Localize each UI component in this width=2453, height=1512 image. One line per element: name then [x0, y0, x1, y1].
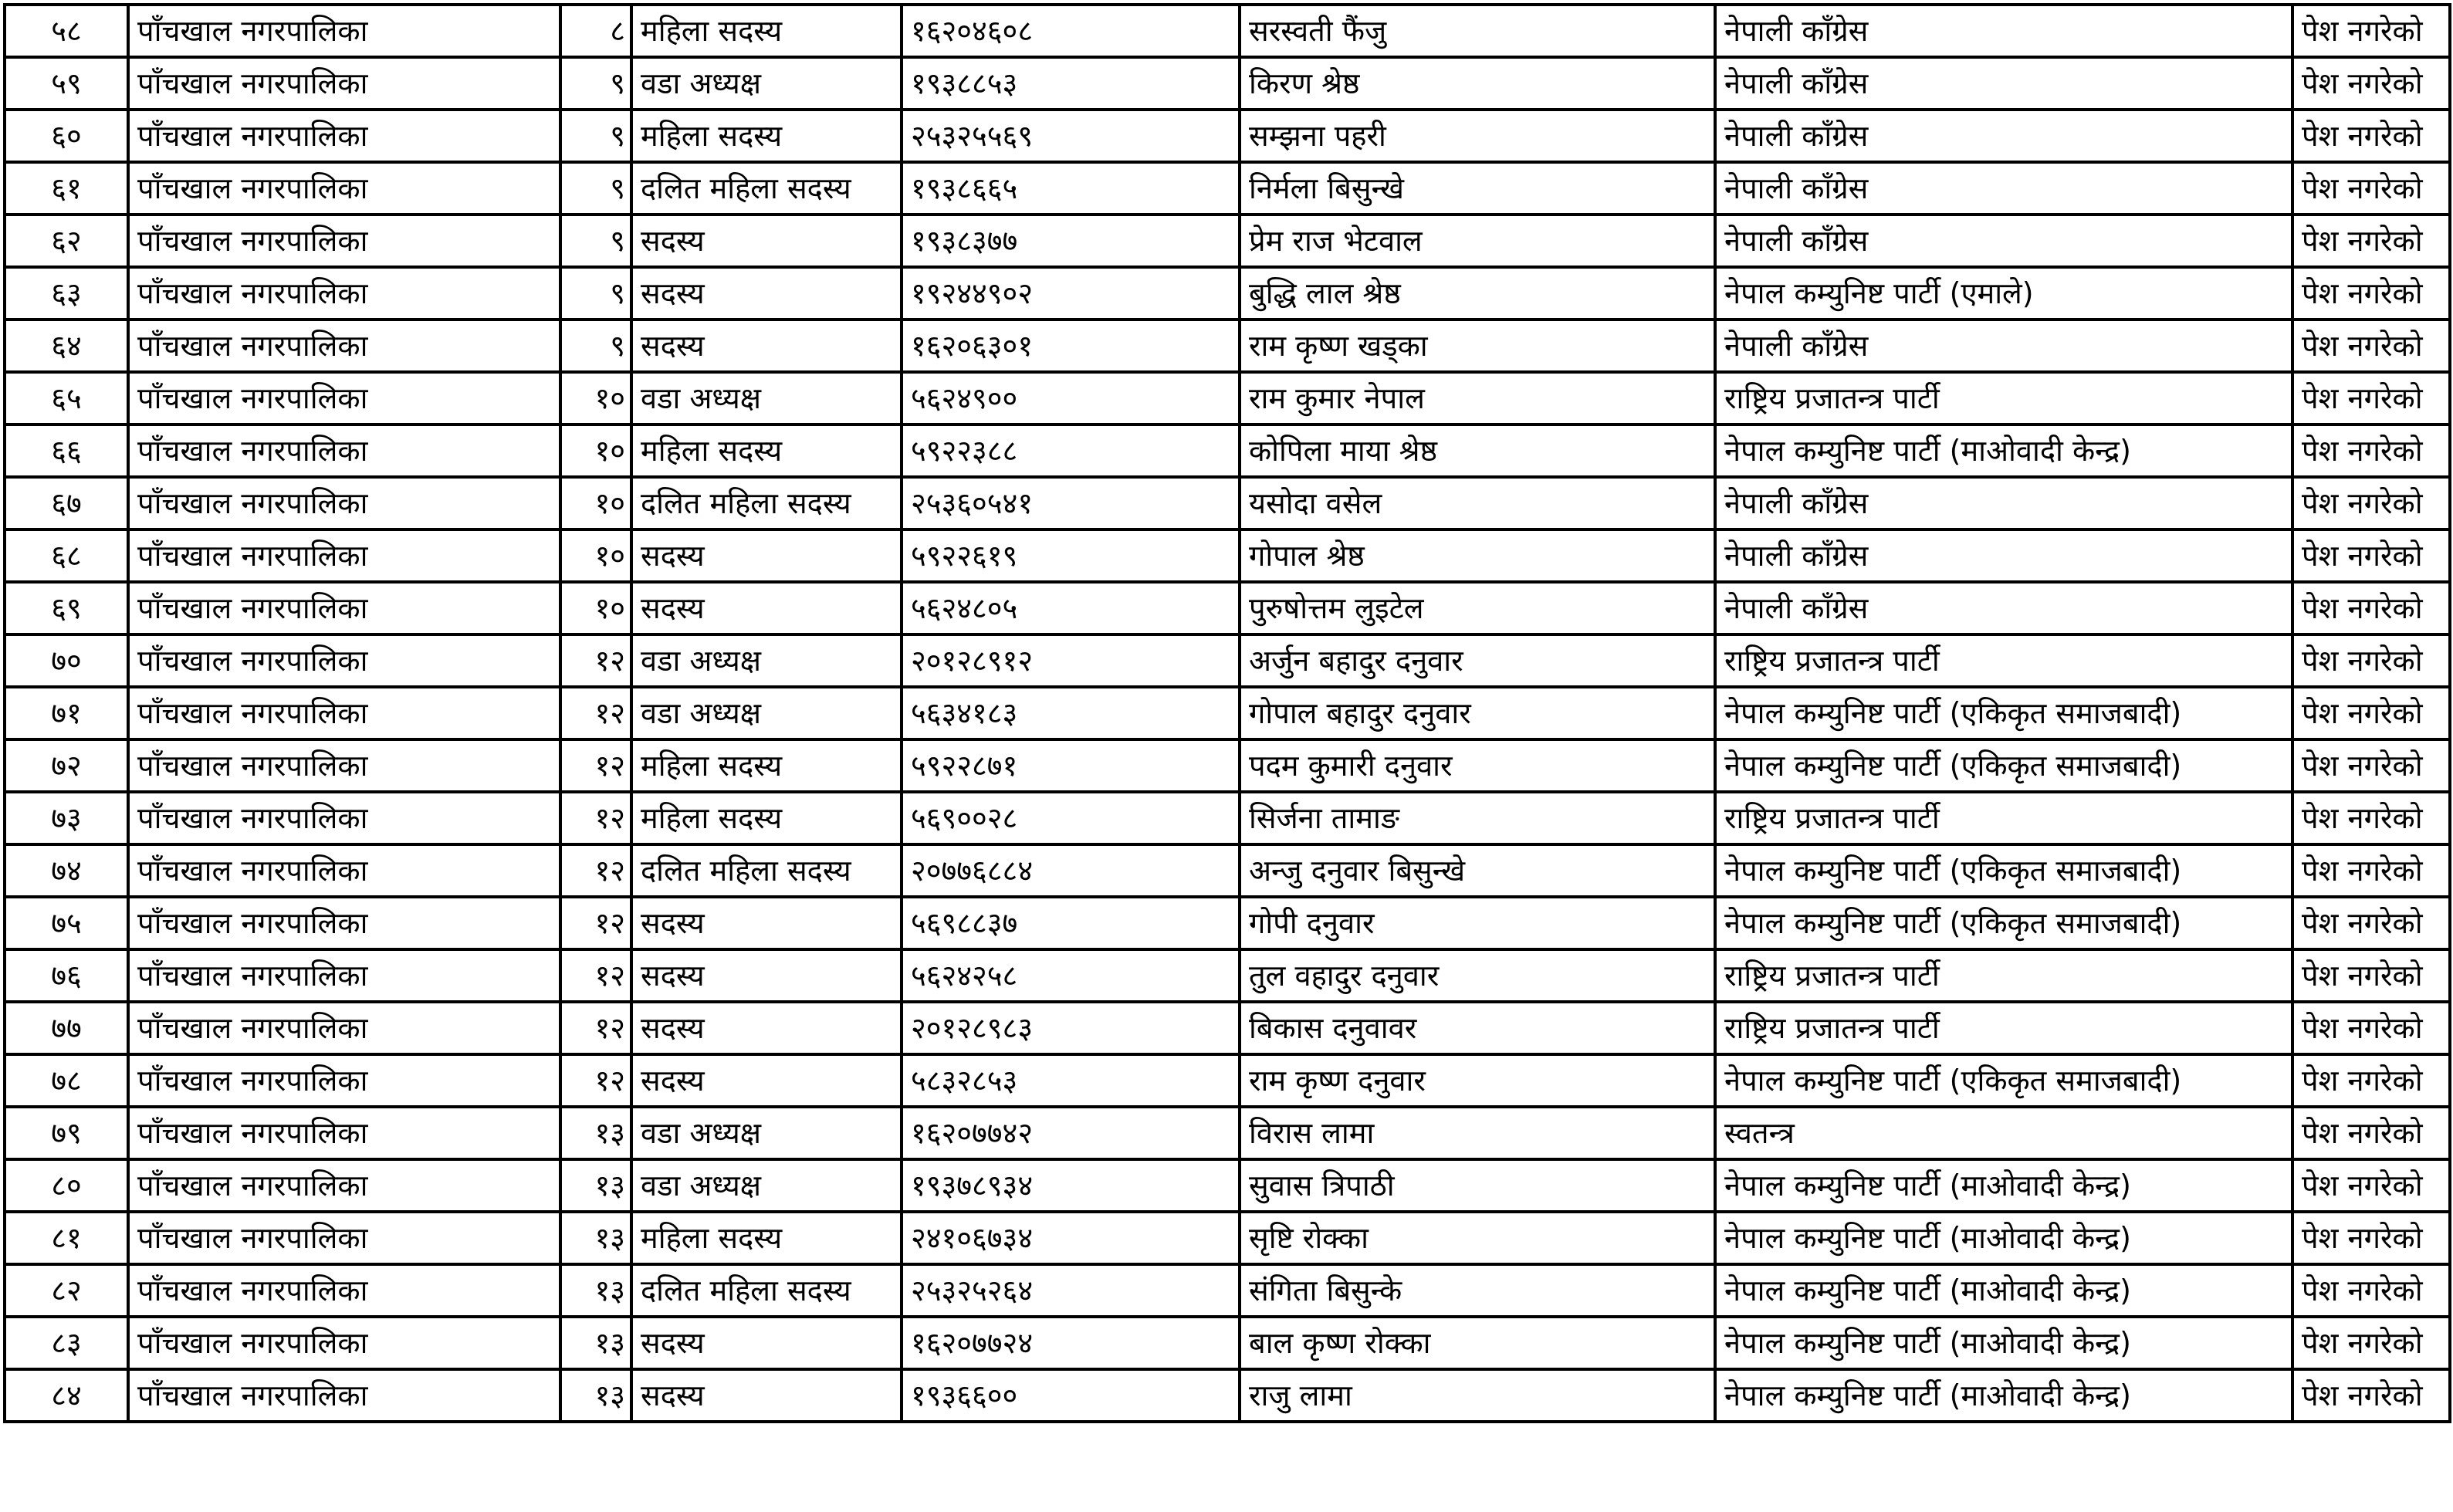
ward-number-cell: १२: [560, 687, 631, 739]
id-number-cell: २०१२८९८३: [902, 1002, 1240, 1054]
table-row: [5, 739, 2450, 792]
id-number-cell: १९३८८५३: [902, 57, 1240, 110]
serial-number-cell: ६६: [5, 425, 128, 477]
post-cell: महिला सदस्य: [631, 5, 902, 57]
status-cell: पेश नगरेको: [2292, 792, 2450, 844]
ward-number-cell: १२: [560, 897, 631, 949]
table-row: [5, 1054, 2450, 1107]
serial-number-cell: ७३: [5, 792, 128, 844]
municipality-cell: पाँचखाल नगरपालिका: [128, 634, 560, 687]
ward-number-cell: ९: [560, 162, 631, 215]
status-cell: पेश नगरेको: [2292, 949, 2450, 1002]
candidate-name-cell: सम्झना पहरी: [1240, 110, 1715, 162]
municipality-cell: पाँचखाल नगरपालिका: [128, 1212, 560, 1264]
municipality-cell: पाँचखाल नगरपालिका: [128, 739, 560, 792]
ward-number-cell: ९: [560, 57, 631, 110]
candidate-name-cell: बुद्धि लाल श्रेष्ठ: [1240, 267, 1715, 320]
serial-number-cell: ५८: [5, 5, 128, 57]
municipality-cell: पाँचखाल नगरपालिका: [128, 320, 560, 372]
candidate-name-cell: विरास लामा: [1240, 1107, 1715, 1159]
status-cell: पेश नगरेको: [2292, 5, 2450, 57]
status-cell: पेश नगरेको: [2292, 1054, 2450, 1107]
candidate-name-cell: पुरुषोत्तम लुइटेल: [1240, 582, 1715, 634]
id-number-cell: ५६३४१८३: [902, 687, 1240, 739]
id-number-cell: १९३६६००: [902, 1369, 1240, 1422]
table-row: [5, 320, 2450, 372]
serial-number-cell: ७४: [5, 844, 128, 897]
id-number-cell: १९३८६६५: [902, 162, 1240, 215]
party-cell: नेपाली काँग्रेस: [1715, 5, 2292, 57]
party-cell: नेपाल कम्युनिष्ट पार्टी (एकिकृत समाजबादी): [1715, 1054, 2292, 1107]
serial-number-cell: ७१: [5, 687, 128, 739]
party-cell: राष्ट्रिय प्रजातन्त्र पार्टी: [1715, 949, 2292, 1002]
candidate-name-cell: गोपी दनुवार: [1240, 897, 1715, 949]
ward-number-cell: ८: [560, 5, 631, 57]
id-number-cell: ५६२४२५८: [902, 949, 1240, 1002]
status-cell: पेश नगरेको: [2292, 320, 2450, 372]
id-number-cell: ५८३२८५३: [902, 1054, 1240, 1107]
party-cell: नेपाली काँग्रेस: [1715, 110, 2292, 162]
post-cell: सदस्य: [631, 1317, 902, 1369]
candidate-name-cell: राम कृष्ण दनुवार: [1240, 1054, 1715, 1107]
candidate-name-cell: पदम कुमारी दनुवार: [1240, 739, 1715, 792]
post-cell: वडा अध्यक्ष: [631, 687, 902, 739]
municipality-cell: पाँचखाल नगरपालिका: [128, 1054, 560, 1107]
status-cell: पेश नगरेको: [2292, 477, 2450, 529]
status-cell: पेश नगरेको: [2292, 1002, 2450, 1054]
id-number-cell: २०१२८९१२: [902, 634, 1240, 687]
post-cell: दलित महिला सदस्य: [631, 1264, 902, 1317]
ward-number-cell: १३: [560, 1107, 631, 1159]
ward-number-cell: १३: [560, 1159, 631, 1212]
ward-number-cell: ९: [560, 110, 631, 162]
id-number-cell: ५६२४९००: [902, 372, 1240, 425]
candidate-name-cell: निर्मला बिसुन्खे: [1240, 162, 1715, 215]
candidate-name-cell: गोपाल बहादुर दनुवार: [1240, 687, 1715, 739]
ward-number-cell: १२: [560, 1054, 631, 1107]
party-cell: नेपाली काँग्रेस: [1715, 477, 2292, 529]
status-cell: पेश नगरेको: [2292, 897, 2450, 949]
status-cell: पेश नगरेको: [2292, 267, 2450, 320]
table-row: [5, 1264, 2450, 1317]
party-cell: नेपाल कम्युनिष्ट पार्टी (माओवादी केन्द्र): [1715, 1369, 2292, 1422]
municipality-cell: पाँचखाल नगरपालिका: [128, 1369, 560, 1422]
table-row: [5, 1369, 2450, 1422]
party-cell: नेपाल कम्युनिष्ट पार्टी (माओवादी केन्द्र): [1715, 1159, 2292, 1212]
municipality-cell: पाँचखाल नगरपालिका: [128, 687, 560, 739]
post-cell: सदस्य: [631, 582, 902, 634]
municipality-cell: पाँचखाल नगरपालिका: [128, 1264, 560, 1317]
serial-number-cell: ७८: [5, 1054, 128, 1107]
municipality-cell: पाँचखाल नगरपालिका: [128, 267, 560, 320]
post-cell: वडा अध्यक्ष: [631, 1159, 902, 1212]
ward-number-cell: १२: [560, 634, 631, 687]
serial-number-cell: ६७: [5, 477, 128, 529]
status-cell: पेश नगरेको: [2292, 1317, 2450, 1369]
post-cell: सदस्य: [631, 1369, 902, 1422]
party-cell: नेपाली काँग्रेस: [1715, 215, 2292, 267]
ward-number-cell: १०: [560, 582, 631, 634]
candidate-table: [3, 3, 2451, 1423]
post-cell: सदस्य: [631, 1002, 902, 1054]
id-number-cell: ५६९८८३७: [902, 897, 1240, 949]
ward-number-cell: १३: [560, 1369, 631, 1422]
municipality-cell: पाँचखाल नगरपालिका: [128, 162, 560, 215]
party-cell: राष्ट्रिय प्रजातन्त्र पार्टी: [1715, 372, 2292, 425]
municipality-cell: पाँचखाल नगरपालिका: [128, 372, 560, 425]
party-cell: राष्ट्रिय प्रजातन्त्र पार्टी: [1715, 792, 2292, 844]
post-cell: वडा अध्यक्ष: [631, 57, 902, 110]
status-cell: पेश नगरेको: [2292, 634, 2450, 687]
municipality-cell: पाँचखाल नगरपालिका: [128, 425, 560, 477]
serial-number-cell: ७०: [5, 634, 128, 687]
party-cell: नेपाल कम्युनिष्ट पार्टी (माओवादी केन्द्र): [1715, 1212, 2292, 1264]
status-cell: पेश नगरेको: [2292, 582, 2450, 634]
post-cell: सदस्य: [631, 897, 902, 949]
party-cell: नेपाल कम्युनिष्ट पार्टी (माओवादी केन्द्र): [1715, 1264, 2292, 1317]
candidate-name-cell: संगिता बिसुन्के: [1240, 1264, 1715, 1317]
ward-number-cell: १०: [560, 477, 631, 529]
serial-number-cell: ७९: [5, 1107, 128, 1159]
status-cell: पेश नगरेको: [2292, 215, 2450, 267]
party-cell: नेपाल कम्युनिष्ट पार्टी (एकिकृत समाजबादी): [1715, 844, 2292, 897]
table-row: [5, 844, 2450, 897]
table-row: [5, 372, 2450, 425]
status-cell: पेश नगरेको: [2292, 1159, 2450, 1212]
status-cell: पेश नगरेको: [2292, 529, 2450, 582]
table-row: [5, 1159, 2450, 1212]
serial-number-cell: ६९: [5, 582, 128, 634]
serial-number-cell: ६८: [5, 529, 128, 582]
table-row: [5, 162, 2450, 215]
status-cell: पेश नगरेको: [2292, 1369, 2450, 1422]
post-cell: दलित महिला सदस्य: [631, 477, 902, 529]
serial-number-cell: ६२: [5, 215, 128, 267]
id-number-cell: ५६९००२८: [902, 792, 1240, 844]
id-number-cell: ५९२२३८८: [902, 425, 1240, 477]
serial-number-cell: ७७: [5, 1002, 128, 1054]
table-row: [5, 1107, 2450, 1159]
municipality-cell: पाँचखाल नगरपालिका: [128, 1159, 560, 1212]
post-cell: महिला सदस्य: [631, 792, 902, 844]
ward-number-cell: १२: [560, 949, 631, 1002]
candidate-name-cell: गोपाल श्रेष्ठ: [1240, 529, 1715, 582]
serial-number-cell: ६१: [5, 162, 128, 215]
party-cell: नेपाली काँग्रेस: [1715, 320, 2292, 372]
municipality-cell: पाँचखाल नगरपालिका: [128, 1107, 560, 1159]
municipality-cell: पाँचखाल नगरपालिका: [128, 792, 560, 844]
municipality-cell: पाँचखाल नगरपालिका: [128, 949, 560, 1002]
candidate-name-cell: राम कुमार नेपाल: [1240, 372, 1715, 425]
status-cell: पेश नगरेको: [2292, 687, 2450, 739]
id-number-cell: १६२०७७४२: [902, 1107, 1240, 1159]
party-cell: नेपाली काँग्रेस: [1715, 582, 2292, 634]
municipality-cell: पाँचखाल नगरपालिका: [128, 582, 560, 634]
post-cell: सदस्य: [631, 1054, 902, 1107]
party-cell: नेपाल कम्युनिष्ट पार्टी (एकिकृत समाजबादी): [1715, 739, 2292, 792]
municipality-cell: पाँचखाल नगरपालिका: [128, 57, 560, 110]
status-cell: पेश नगरेको: [2292, 1107, 2450, 1159]
candidate-name-cell: सुवास त्रिपाठी: [1240, 1159, 1715, 1212]
candidate-name-cell: बाल कृष्ण रोक्का: [1240, 1317, 1715, 1369]
party-cell: नेपाल कम्युनिष्ट पार्टी (माओवादी केन्द्र): [1715, 425, 2292, 477]
id-number-cell: २५३६०५४१: [902, 477, 1240, 529]
id-number-cell: १९२४४९०२: [902, 267, 1240, 320]
post-cell: महिला सदस्य: [631, 110, 902, 162]
status-cell: पेश नगरेको: [2292, 425, 2450, 477]
municipality-cell: पाँचखाल नगरपालिका: [128, 897, 560, 949]
party-cell: राष्ट्रिय प्रजातन्त्र पार्टी: [1715, 634, 2292, 687]
post-cell: वडा अध्यक्ष: [631, 634, 902, 687]
status-cell: पेश नगरेको: [2292, 739, 2450, 792]
table-row: [5, 1317, 2450, 1369]
serial-number-cell: ६०: [5, 110, 128, 162]
post-cell: महिला सदस्य: [631, 425, 902, 477]
table-row: [5, 687, 2450, 739]
id-number-cell: १६२०७७२४: [902, 1317, 1240, 1369]
table-row: [5, 425, 2450, 477]
candidate-name-cell: बिकास दनुवावर: [1240, 1002, 1715, 1054]
table-row: [5, 529, 2450, 582]
table-row: [5, 792, 2450, 844]
post-cell: वडा अध्यक्ष: [631, 372, 902, 425]
ward-number-cell: १३: [560, 1264, 631, 1317]
candidate-name-cell: सृष्टि रोक्का: [1240, 1212, 1715, 1264]
party-cell: नेपाल कम्युनिष्ट पार्टी (एकिकृत समाजबादी): [1715, 897, 2292, 949]
id-number-cell: ५६२४८०५: [902, 582, 1240, 634]
serial-number-cell: ६४: [5, 320, 128, 372]
serial-number-cell: ७५: [5, 897, 128, 949]
candidate-name-cell: राजु लामा: [1240, 1369, 1715, 1422]
ward-number-cell: १०: [560, 372, 631, 425]
id-number-cell: १६२०६३०१: [902, 320, 1240, 372]
party-cell: नेपाल कम्युनिष्ट पार्टी (माओवादी केन्द्र): [1715, 1317, 2292, 1369]
table-row: [5, 110, 2450, 162]
ward-number-cell: १०: [560, 425, 631, 477]
post-cell: सदस्य: [631, 267, 902, 320]
candidate-name-cell: राम कृष्ण खड्का: [1240, 320, 1715, 372]
post-cell: सदस्य: [631, 215, 902, 267]
ward-number-cell: ९: [560, 267, 631, 320]
ward-number-cell: १२: [560, 792, 631, 844]
party-cell: राष्ट्रिय प्रजातन्त्र पार्टी: [1715, 1002, 2292, 1054]
status-cell: पेश नगरेको: [2292, 162, 2450, 215]
status-cell: पेश नगरेको: [2292, 1212, 2450, 1264]
table-row: [5, 1212, 2450, 1264]
municipality-cell: पाँचखाल नगरपालिका: [128, 477, 560, 529]
post-cell: महिला सदस्य: [631, 739, 902, 792]
serial-number-cell: ८२: [5, 1264, 128, 1317]
table-row: [5, 897, 2450, 949]
serial-number-cell: ८३: [5, 1317, 128, 1369]
candidate-name-cell: किरण श्रेष्ठ: [1240, 57, 1715, 110]
municipality-cell: पाँचखाल नगरपालिका: [128, 215, 560, 267]
id-number-cell: २४१०६७३४: [902, 1212, 1240, 1264]
table-row: [5, 267, 2450, 320]
id-number-cell: १९३८३७७: [902, 215, 1240, 267]
id-number-cell: १९३७८९३४: [902, 1159, 1240, 1212]
id-number-cell: २५३२५२६४: [902, 1264, 1240, 1317]
post-cell: महिला सदस्य: [631, 1212, 902, 1264]
table-row: [5, 5, 2450, 57]
id-number-cell: २०७७६८८४: [902, 844, 1240, 897]
table-body: [5, 5, 2450, 1422]
ward-number-cell: १२: [560, 844, 631, 897]
id-number-cell: ५९२२६१९: [902, 529, 1240, 582]
municipality-cell: पाँचखाल नगरपालिका: [128, 529, 560, 582]
candidate-name-cell: प्रेम राज भेटवाल: [1240, 215, 1715, 267]
serial-number-cell: ६५: [5, 372, 128, 425]
post-cell: सदस्य: [631, 949, 902, 1002]
serial-number-cell: ५९: [5, 57, 128, 110]
serial-number-cell: ८४: [5, 1369, 128, 1422]
post-cell: सदस्य: [631, 320, 902, 372]
status-cell: पेश नगरेको: [2292, 57, 2450, 110]
candidate-name-cell: सरस्वती फैंजु: [1240, 5, 1715, 57]
ward-number-cell: १०: [560, 529, 631, 582]
party-cell: नेपाल कम्युनिष्ट पार्टी (एकिकृत समाजबादी): [1715, 687, 2292, 739]
serial-number-cell: ७६: [5, 949, 128, 1002]
ward-number-cell: ९: [560, 215, 631, 267]
candidate-name-cell: अन्जु दनुवार बिसुन्खे: [1240, 844, 1715, 897]
id-number-cell: ५९२२८७१: [902, 739, 1240, 792]
post-cell: दलित महिला सदस्य: [631, 162, 902, 215]
status-cell: पेश नगरेको: [2292, 1264, 2450, 1317]
table-row: [5, 582, 2450, 634]
party-cell: नेपाली काँग्रेस: [1715, 57, 2292, 110]
municipality-cell: पाँचखाल नगरपालिका: [128, 5, 560, 57]
candidate-name-cell: यसोदा वसेल: [1240, 477, 1715, 529]
table-row: [5, 634, 2450, 687]
status-cell: पेश नगरेको: [2292, 110, 2450, 162]
serial-number-cell: ७२: [5, 739, 128, 792]
candidate-name-cell: अर्जुन बहादुर दनुवार: [1240, 634, 1715, 687]
candidate-name-cell: सिर्जना तामाङ: [1240, 792, 1715, 844]
candidate-name-cell: तुल वहादुर दनुवार: [1240, 949, 1715, 1002]
id-number-cell: २५३२५५६९: [902, 110, 1240, 162]
candidate-name-cell: कोपिला माया श्रेष्ठ: [1240, 425, 1715, 477]
party-cell: नेपाली काँग्रेस: [1715, 162, 2292, 215]
post-cell: सदस्य: [631, 529, 902, 582]
serial-number-cell: ८१: [5, 1212, 128, 1264]
post-cell: वडा अध्यक्ष: [631, 1107, 902, 1159]
status-cell: पेश नगरेको: [2292, 372, 2450, 425]
municipality-cell: पाँचखाल नगरपालिका: [128, 1317, 560, 1369]
ward-number-cell: १२: [560, 1002, 631, 1054]
table-row: [5, 477, 2450, 529]
table-row: [5, 949, 2450, 1002]
ward-number-cell: १२: [560, 739, 631, 792]
status-cell: पेश नगरेको: [2292, 844, 2450, 897]
party-cell: नेपाल कम्युनिष्ट पार्टी (एमाले): [1715, 267, 2292, 320]
table-row: [5, 57, 2450, 110]
ward-number-cell: १३: [560, 1317, 631, 1369]
post-cell: दलित महिला सदस्य: [631, 844, 902, 897]
serial-number-cell: ६३: [5, 267, 128, 320]
serial-number-cell: ८०: [5, 1159, 128, 1212]
municipality-cell: पाँचखाल नगरपालिका: [128, 110, 560, 162]
municipality-cell: पाँचखाल नगरपालिका: [128, 1002, 560, 1054]
party-cell: स्वतन्त्र: [1715, 1107, 2292, 1159]
party-cell: नेपाली काँग्रेस: [1715, 529, 2292, 582]
ward-number-cell: ९: [560, 320, 631, 372]
table-row: [5, 215, 2450, 267]
municipality-cell: पाँचखाल नगरपालिका: [128, 844, 560, 897]
ward-number-cell: १३: [560, 1212, 631, 1264]
id-number-cell: १६२०४६०८: [902, 5, 1240, 57]
table-row: [5, 1002, 2450, 1054]
